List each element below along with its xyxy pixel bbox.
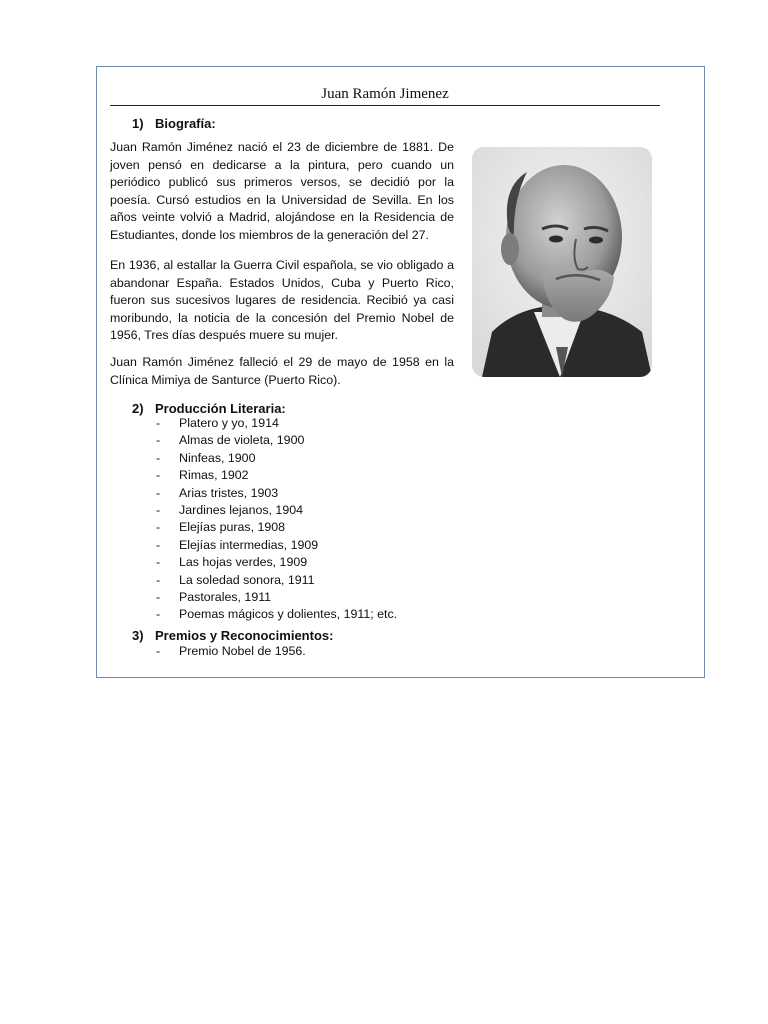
section-title: Biografía: [155, 116, 216, 131]
section-title: Producción Literaria: [155, 401, 286, 416]
list-item: - Rimas, 1902 [156, 468, 249, 483]
list-item: - Poemas mágicos y dolientes, 1911; etc. [156, 607, 398, 622]
list-item: - La soledad sonora, 1911 [156, 572, 315, 587]
section-heading-premios [132, 627, 333, 644]
section-title: Premios y Reconocimientos: [155, 628, 334, 643]
biography-paragraph-3: Juan Ramón Jiménez falleció el 29 de mayo de 1958 en la Clínica Mimiya de Santurce (Puerto Rico). [110, 355, 454, 387]
awards-list [156, 643, 306, 660]
list-item: - Las hojas verdes, 1909 [156, 555, 308, 570]
biography-paragraph-2: En 1936, al estallar la Guerra Civil española, se vio obligado a abandonar España. Estados Unidos, Cuba y Puerto Rico, fueron sus sucesivos lugares de residencia. Recibió ya casi moribundo, la noticia de la concesión del Premio Nobel de 1956, Tres días después muere su mujer. [110, 258, 454, 343]
portrait-photo [472, 147, 652, 377]
list-item: - Elejías intermedias, 1909 [156, 537, 319, 552]
title-underline [110, 105, 660, 106]
list-item: - Jardines lejanos, 1904 [156, 503, 303, 518]
section-number: 2) [132, 401, 144, 416]
section-heading-biografia [132, 115, 216, 132]
document-title: Juan Ramón Jimenez [321, 86, 449, 102]
biography-paragraph-1: Juan Ramón Jiménez nació el 23 de diciembre de 1881. De joven pensó en dedicarse a la pintura, pero cuando un periódico publicó sus primeros versos, se decidió por la poesía. Cursó estudios en la Universidad de Sevilla. En los años veinte volvió a Madrid, alojándose en la Residencia de Estudiantes, donde los miembros de la generación del 27. [110, 140, 454, 242]
list-item: - Platero y yo, 1914 [156, 416, 279, 430]
section-number: 3) [132, 628, 144, 643]
list-item: - Almas de violeta, 1900 [156, 433, 305, 448]
list-item: - Premio Nobel de 1956. [156, 644, 306, 658]
works-list [156, 415, 397, 624]
list-item: - Arias tristes, 1903 [156, 485, 279, 500]
list-item: - Elejías puras, 1908 [156, 520, 286, 535]
list-item: - Pastorales, 1911 [156, 590, 272, 605]
section-number: 1) [132, 116, 144, 131]
list-item: - Ninfeas, 1900 [156, 450, 256, 465]
